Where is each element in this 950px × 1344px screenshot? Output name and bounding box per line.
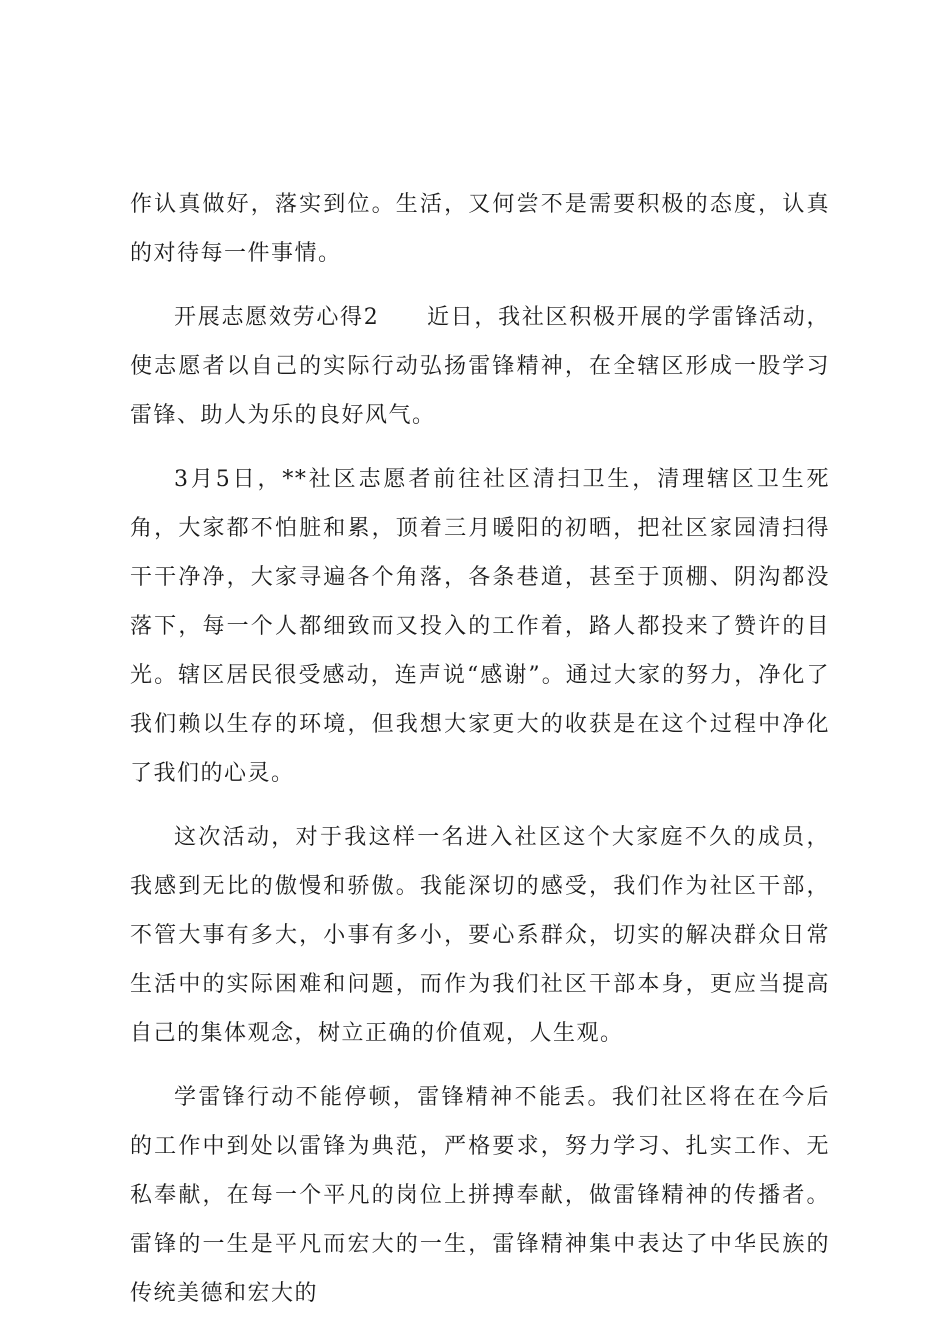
paragraph-5: 学雷锋行动不能停顿，雷锋精神不能丢。我们社区将在在今后的工作中到处以雷锋为典范，严格要求，努力学习、扎实工作、无私奉献，在每一个平凡的岗位上拼搏奉献，做雷锋精神的传播者。雷锋的一生是平凡而宏大的一生，雷锋精神集中表达了中华民族的传统美德和宏大的 bbox=[130, 1085, 830, 1306]
paragraph-2: 开展志愿效劳心得2 近日，我社区积极开展的学雷锋活动，使志愿者以自己的实际行动弘扬雷锋精神，在全辖区形成一股学习雷锋、助人为乐的良好风气。 bbox=[130, 305, 830, 428]
paragraph-4: 这次活动，对于我这样一名进入社区这个大家庭不久的成员，我感到无比的傲慢和骄傲。我能深切的感受，我们作为社区干部，不管大事有多大，小事有多小，要心系群众，切实的解决群众日常生活中的实际困难和问题，而作为我们社区干部本身，更应当提高自己的集体观念，树立正确的价值观，人生观。 bbox=[130, 825, 830, 1046]
paragraph-1: 作认真做好，落实到位。生活，又何尝不是需要积极的态度，认真的对待每一件事情。 bbox=[130, 192, 830, 266]
paragraph-3: 3月5日，**社区志愿者前往社区清扫卫生，清理辖区卫生死角，大家都不怕脏和累，顶着三月暖阳的初晒，把社区家园清扫得干干净净，大家寻遍各个角落，各条巷道，甚至于顶棚、阴沟都没落下，每一个人都细致而又投入的工作着，路人都投来了赞许的目光。辖区居民很受感动，连声说“感谢”。通过大家的努力，净化了我们赖以生存的环境，但我想大家更大的收获是在这个过程中净化了我们的心灵。 bbox=[130, 467, 830, 786]
document-body bbox=[130, 180, 830, 1333]
